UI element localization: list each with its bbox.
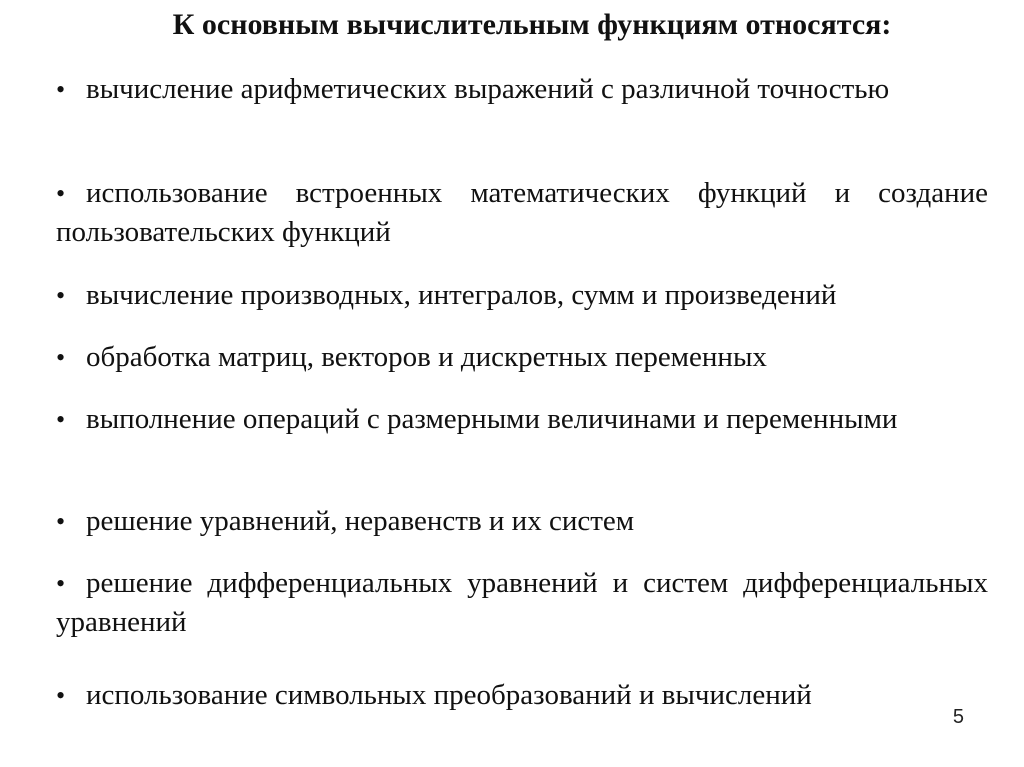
list-item <box>56 400 988 439</box>
list-item <box>56 174 988 251</box>
list-item <box>56 564 988 641</box>
list-item-text: использование встроенных математических функций и создание пользовательских функций <box>56 177 988 248</box>
list-item <box>56 338 988 377</box>
list-item <box>56 70 988 109</box>
bullet-icon: • <box>56 281 66 310</box>
list-item-text: вычисление производных, интегралов, сумм и произведений <box>86 279 837 311</box>
slide-title: К основным вычислительным функциям относятся: <box>172 8 892 41</box>
bullet-icon: • <box>56 507 66 536</box>
bullet-icon: • <box>56 405 66 434</box>
list-item-text: вычисление арифметических выражений с различной точностью <box>86 73 890 105</box>
list-item <box>56 676 988 715</box>
bullet-icon: • <box>56 75 66 104</box>
page-number: 5 <box>952 706 964 728</box>
list-item-text: использование символьных преобразований и вычислений <box>86 679 812 711</box>
bullet-icon: • <box>56 343 66 372</box>
list-item-text: выполнение операций с размерными величинами и переменными <box>86 403 898 435</box>
bullet-icon: • <box>56 179 66 208</box>
list-item-text: решение уравнений, неравенств и их систем <box>86 505 635 537</box>
bullet-icon: • <box>56 681 66 710</box>
list-item-text: решение дифференциальных уравнений и систем дифференциальных уравнений <box>56 567 988 638</box>
list-item <box>56 502 988 541</box>
list-item-text: обработка матриц, векторов и дискретных переменных <box>86 341 767 373</box>
bullet-icon: • <box>56 569 66 598</box>
list-item <box>56 276 988 315</box>
